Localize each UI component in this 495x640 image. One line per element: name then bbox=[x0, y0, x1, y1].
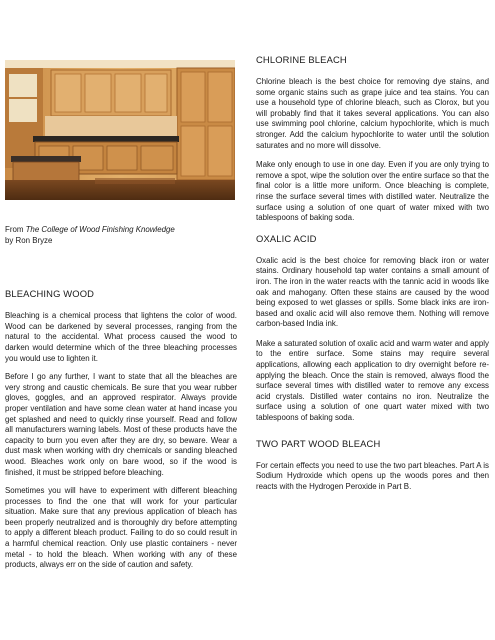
paragraph: Before I go any further, I want to state that all the bleaches are very strong and caustic chemicals. Be sure that you wear rubber gloves, goggles, and an approved respirator. Always provide proper ventilation and have some clean water at hand incase you get splashed and need to quickly rinse yourself. Read and follow all manufacturers warning labels. Most of these products have the capacity to burn you even after they are dry, so beware. Wear a dust mask when working with dry chemicals or sanding bleached wood. Bleaches work only on bare wood, so if the wood is finished, it must be stripped before bleaching. bbox=[5, 372, 237, 477]
kitchen-cabinets-photo bbox=[5, 60, 235, 200]
credit-prefix: From bbox=[5, 225, 26, 234]
paragraph: Make a saturated solution of oxalic acid and warm water and apply to the entire surface. Some stains may require several applications, allowing each application to dry overnight before re-applying the bleach. Once the stain is removed, always flood the surface several times with distilled water to remove any excess acid crystals. Distilled water contains no iron. Neutralize the surface using a solution of one quart water mixed with two tablespoons of baking soda. bbox=[256, 338, 489, 423]
source-credit bbox=[5, 225, 237, 246]
credit-author: by Ron Bryze bbox=[5, 235, 53, 245]
paragraph: Sometimes you will have to experiment with different bleaching processes to find the one that will work for your particular situation. Make sure that any previous application of bleach has been properly neutralized and is thoroughly dry before attempting to apply a different bleach product. Failing to do so could result in a harmful chemical reaction. Only use plastic containers - never metal - to hold the bleach. When working with any of these products, always err on the side of caution and safety. bbox=[5, 486, 237, 570]
paragraph: Chlorine bleach is the best choice for removing dye stains, and some organic stains such as grape juice and tea stains. You can use a household type of chlorine bleach, such as Clorox, but you will probably find that it takes several applications. You can also use swimming pool chlorine, calcium hypochlorite, which is much stronger. Add the calcium hypochlorite to water until the solution saturates and no more will dissolve. bbox=[256, 77, 489, 150]
paragraph: Bleaching is a chemical process that lightens the color of wood. Wood can be darkened by several processes, ranging from the natural to the accidental. What process caused the wood to darken would determine which of the three bleaching processes you would use to lighten it. bbox=[5, 311, 237, 363]
paragraph: Oxalic acid is the best choice for removing black iron or water stains. Ordinary household tap water contains a small amount of iron. The iron in the water reacts with the tannic acid in woods like oak and mahogany. Often these stains are caused by the wood being exposed to wet glasses or spills. Some black inks are iron-based and oxalic acid will also remove them. Nothing will remove carbon-based India ink. bbox=[256, 255, 489, 329]
right-column bbox=[256, 54, 489, 501]
left-column bbox=[5, 225, 237, 579]
heading-bleaching-wood: BLEACHING WOOD bbox=[5, 288, 95, 300]
heading-oxalic-acid: OXALIC ACID bbox=[256, 232, 317, 244]
paragraph: Make only enough to use in one day. Even if you are only trying to remove a spot, wipe the solution over the entire surface so that the final color is a little more uniform. Once bleaching is complete, rinse the surface several times with distilled water. Neutralize the surface using a solution of one quart of water mixed with two tablespoons of baking soda. bbox=[256, 160, 489, 223]
paragraph: For certain effects you need to use the two part bleaches. Part A is Sodium Hydroxide which opens up the woods pores and then reacts with the Hydrogen Peroxide in Part B. bbox=[256, 460, 489, 491]
credit-book-title: The College of Wood Finishing Knowledge bbox=[25, 225, 175, 234]
heading-chlorine-bleach: CHLORINE BLEACH bbox=[256, 54, 347, 65]
heading-two-part-wood-bleach: TWO PART WOOD BLEACH bbox=[256, 437, 381, 449]
kitchen-cabinets-photo-image bbox=[5, 60, 235, 200]
